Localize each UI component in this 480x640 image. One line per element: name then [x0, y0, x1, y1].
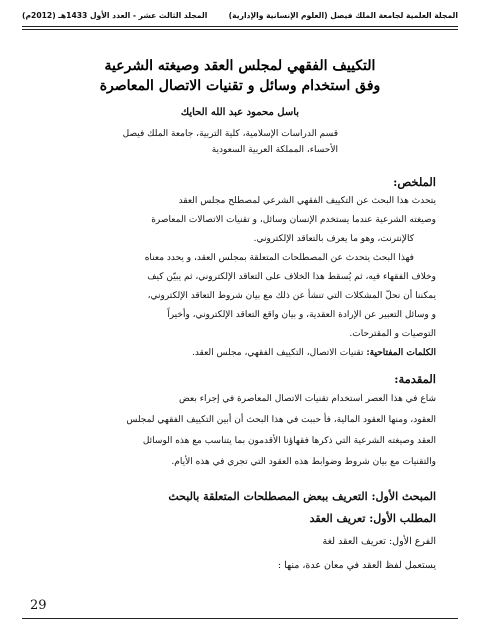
journal-name: المجلة العلمية لجامعة الملك فيصل (العلوم الإنسانية والإدارية) — [228, 11, 458, 20]
author-name: باسل محمود عبد الله الحايك — [180, 107, 300, 118]
affiliation — [58, 126, 338, 158]
header-rule — [22, 26, 458, 27]
intro-line: العقد وصيغته الشرعية التي ذكرها فقهاؤنا الأقدمون بما يتناسب مع هذه الوسائل — [142, 436, 436, 446]
intro-line: شاع في هذا العصر استخدام تقنيات الاتصال المعاصرة في إجراء بعض — [179, 394, 436, 404]
body-line: يستعمل لفظ العقد في معان عدة، منها : — [277, 560, 436, 571]
intro-line: العقود، ومنها العقود المالية، فأ حببت في هذا البحث أن أبين التكييف الفقهي لمجلس — [126, 415, 436, 425]
title-line-1: التكييف الفقهي لمجلس العقد وصيغته الشرعية — [104, 58, 376, 74]
page-number: 29 — [30, 598, 47, 613]
abstract-line: كالإنترنت، وهو ما يعرف بالتعاقد الإلكتروني. — [253, 234, 414, 244]
subsection-heading: المطلب الأول: تعريف العقد — [309, 512, 436, 525]
keywords-text: تقنيات الاتصال، التكييف الفقهي، مجلس العقد. — [191, 348, 364, 358]
affiliation-line-1: قسم الدراسات الإسلامية، كلية التربية، جامعة الملك فيصل — [122, 129, 338, 139]
abstract-body — [44, 192, 436, 363]
intro-body — [44, 389, 436, 473]
abstract-line: وصيغته الشرعية عندما يستخدم الإنسان وسائل، و تقنيات الاتصالات المعاصرة — [151, 215, 436, 225]
paper-title — [40, 56, 440, 96]
volume-info: المجلد الثالث عشر - العدد الأول 1433هـ (2012م) — [22, 11, 208, 20]
abstract-line: يتحدث هذا البحث عن التكييف الفقهي الشرعي لمصطلح مجلس العقد — [178, 196, 436, 206]
chapter-heading: المبحث الأول: التعريف ببعض المصطلحات المتعلقة بالبحث — [168, 490, 436, 503]
keywords-label: الكلمات المفتاحية: — [366, 348, 436, 358]
abstract-line: فهذا البحث يتحدث عن المصطلحات المتعلقة بمجلس العقد، و يحدد معناه — [144, 253, 414, 263]
abstract-line: وخلاف الفقهاء فيه، ثم يُسقط هذا الخلاف على التعاقد الإلكتروني، ثم يبيّن كيف — [147, 272, 436, 282]
subsubsection-heading: الفرع الأول: تعريف العقد لغة — [322, 536, 436, 547]
abstract-heading: الملخص: — [393, 175, 436, 189]
keywords-line — [44, 344, 436, 363]
intro-line: والتقنيات مع بيان شروط وضوابط هذه العقود التي تجري في هذه الأيام. — [171, 457, 436, 467]
affiliation-line-2: الأحساء، المملكة العربية السعودية — [211, 145, 338, 155]
intro-heading: المقدمة: — [394, 372, 436, 386]
footer-rule — [22, 618, 458, 619]
abstract-line: يمكننا أن نحلّ المشكلات التي تنشأ عن ذلك مع بيان شروط التعاقد الإلكتروني، — [147, 291, 436, 301]
abstract-line: التوصيات و المقترحات. — [349, 329, 436, 339]
header-rule-thin — [22, 29, 458, 30]
title-line-2: وفق استخدام وسائل و تقنيات الاتصال المعاصرة — [99, 78, 381, 94]
abstract-line: و وسائل التعبير عن الإرادة العقدية، و بيان واقع التعاقد الإلكتروني، وأخيراً — [167, 310, 436, 320]
